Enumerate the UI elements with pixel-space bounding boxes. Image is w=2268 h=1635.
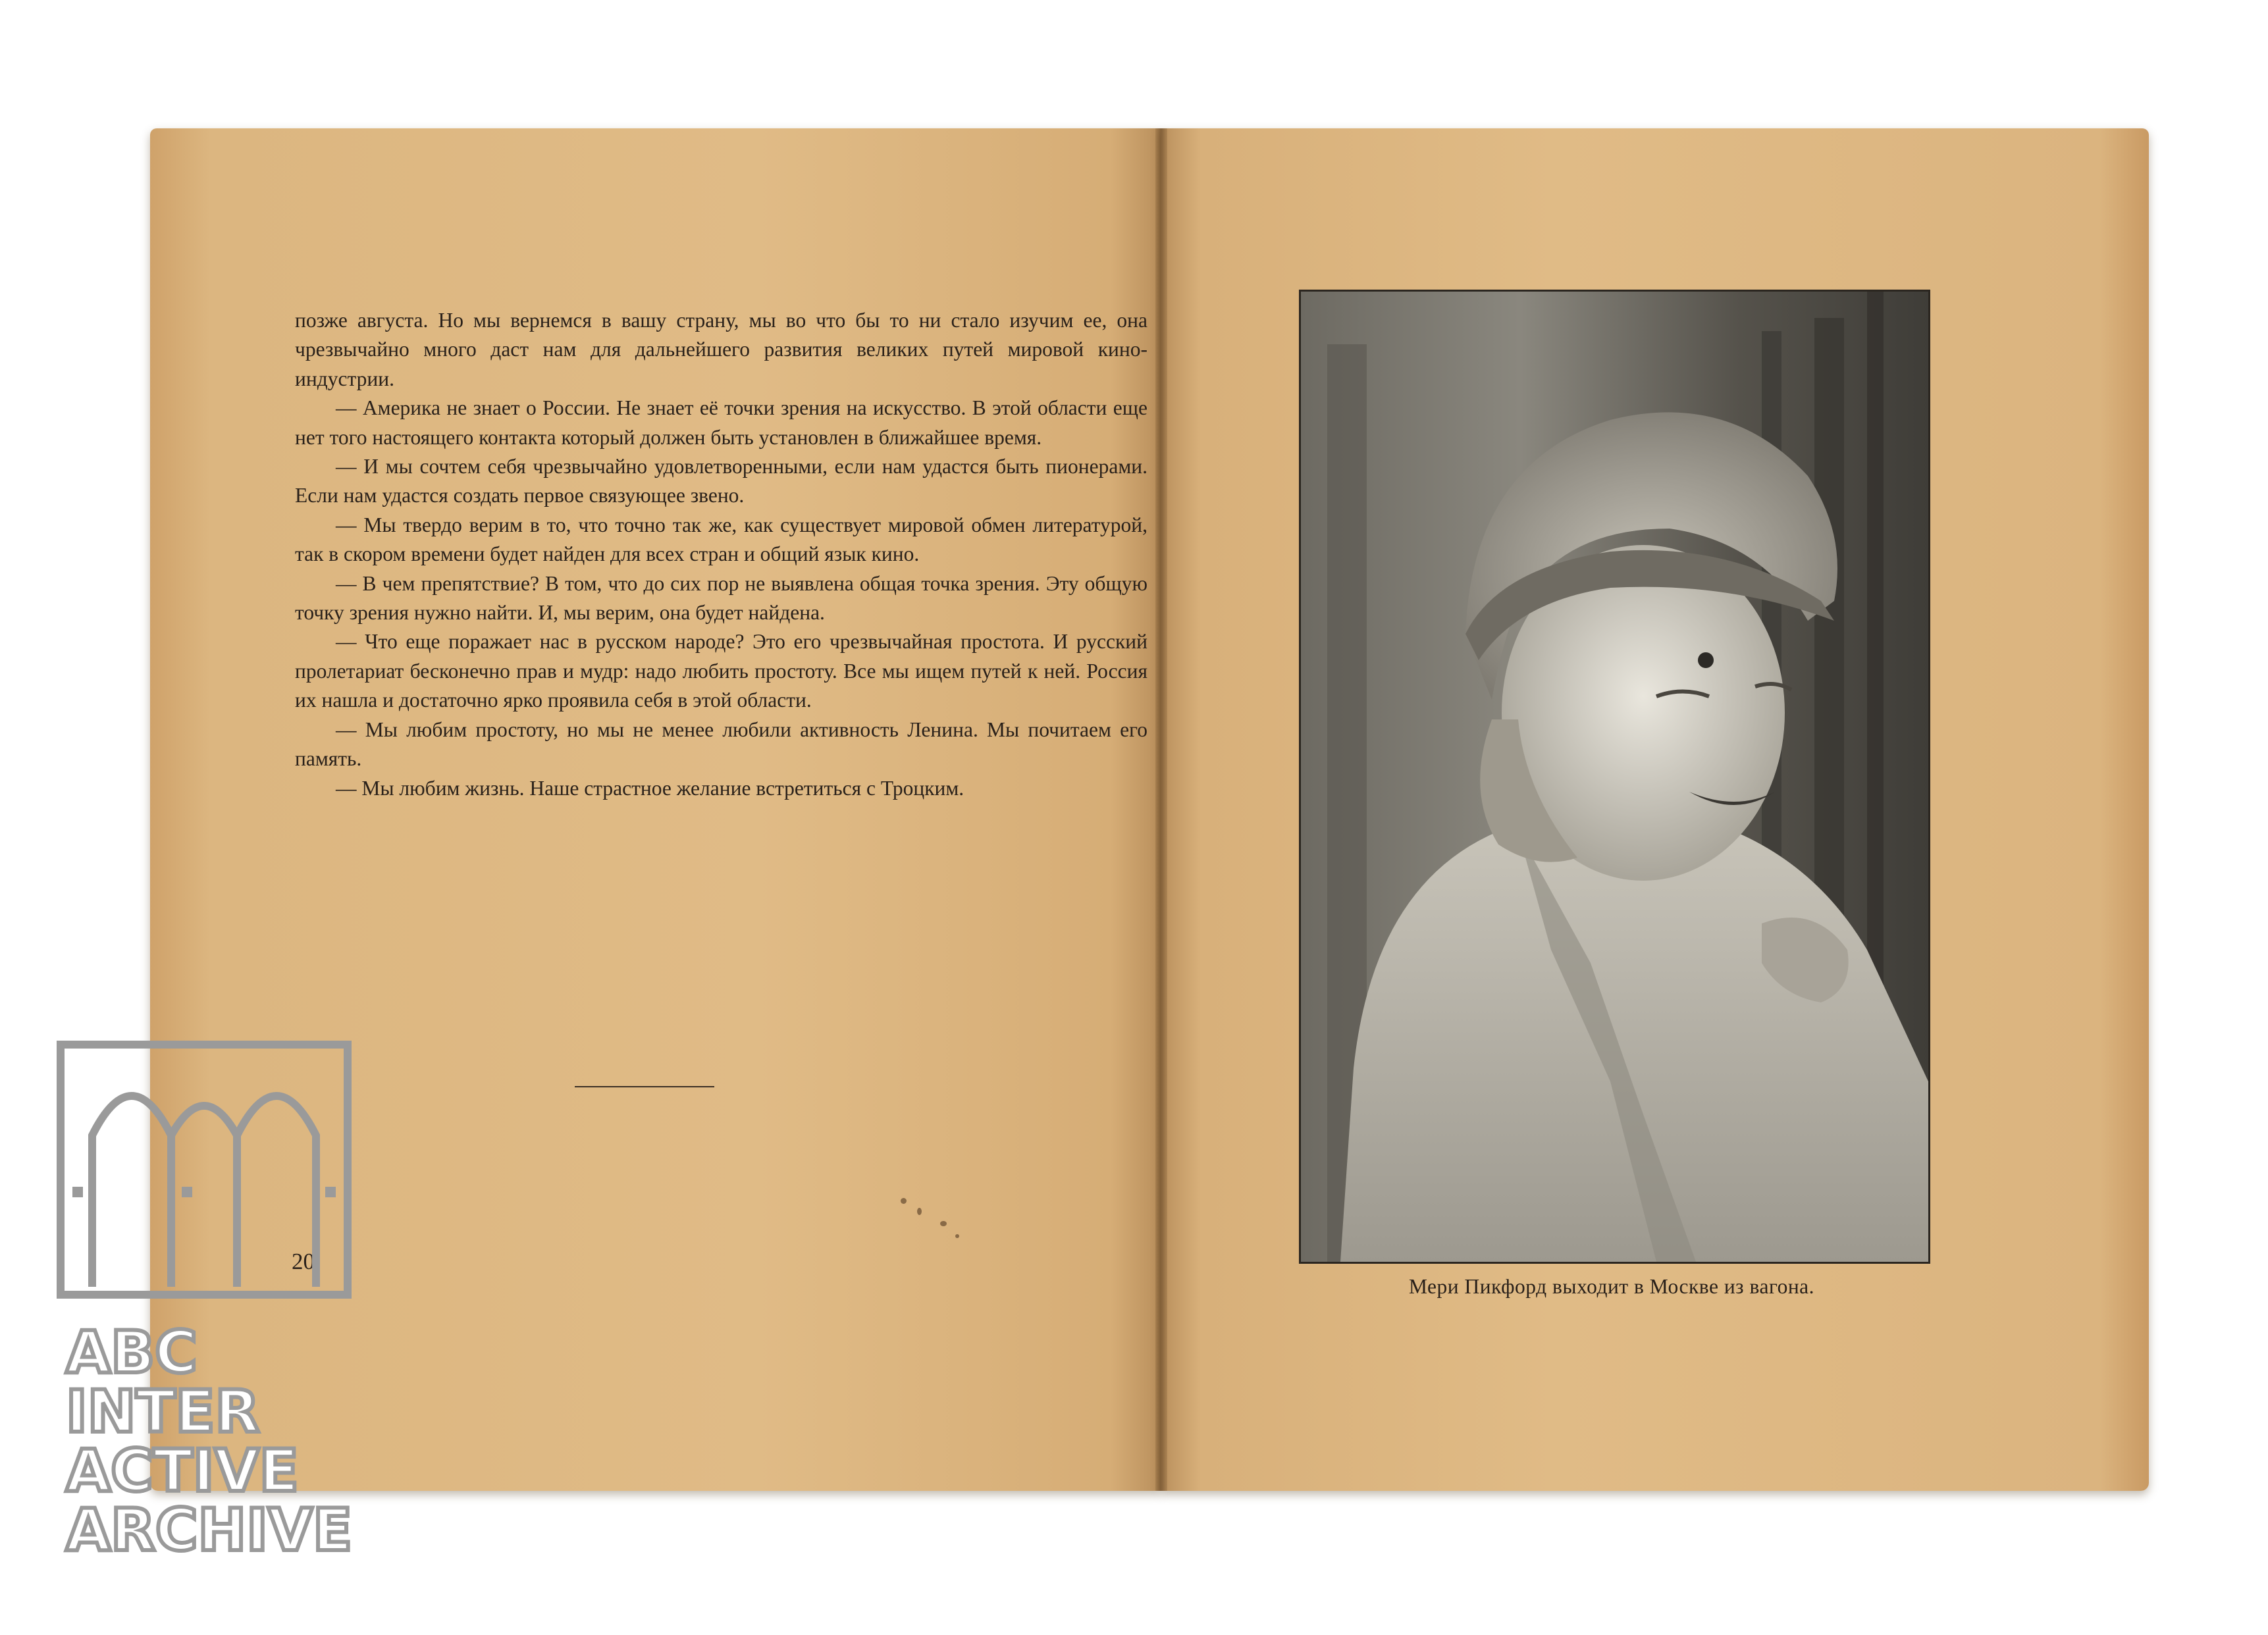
- watermark-line: ABC: [66, 1318, 198, 1386]
- page-number: 20: [292, 1249, 315, 1274]
- paragraph: позже августа. Но мы вернемся в вашу страну, мы во что бы то ни стало изучим ее, она чрезвычайно много даст нам для дальнейшего развития великих путей мировой кино-индустрии.: [295, 309, 1147, 390]
- archive-watermark-logo: [53, 1037, 356, 1583]
- open-booklet: [150, 128, 2149, 1491]
- spine-gutter: [1155, 128, 1167, 1491]
- photo-caption: Мери Пикфорд выходит в Москве из вагона.: [1408, 1275, 1815, 1298]
- paragraph: — Америка не знает о России. Не знает её точки зрения на искусство. В этой области еще нет того настоящего контакта который должен быть установлен в ближайшее время.: [295, 396, 1147, 449]
- paragraph: — Что еще поражает нас в русском народе? Это его чрезвычайная простота. И русский пролетариат бесконечно прав и мудр: надо любить простоту. Все мы ищем путей к ней. Россия их нашла и достаточно ярко проявила себя в этой области.: [295, 630, 1147, 712]
- monogram-icon: [61, 1045, 348, 1295]
- ink-spot: [917, 1208, 922, 1215]
- paragraph: — Мы любим жизнь. Наше страстное желание встретиться с Троцким.: [336, 776, 964, 800]
- halftone-portrait: [1301, 292, 1928, 1262]
- watermark-line: ACTIVE: [66, 1437, 299, 1505]
- paragraph: — Мы твердо верим в то, что точно так же, как существует мировой обмен литературой, так в скором времени будет найден для всех стран и общий язык кино.: [295, 513, 1147, 566]
- watermark-line: ARCHIVE: [66, 1496, 353, 1564]
- paragraph: — В чем препятствие? В том, что до сих пор не выявлена общая точка зрения. Эту общую точку зрения нужно найти. И, мы верим, она будет найдена.: [295, 571, 1147, 625]
- paragraph: — Мы любим простоту, но мы не менее любили активность Ленина. Мы почитаем его память.: [295, 717, 1147, 771]
- right-page: [1161, 128, 2149, 1491]
- ink-spot: [955, 1234, 959, 1238]
- article-text: [295, 306, 1147, 803]
- watermark-line: INTER: [66, 1378, 260, 1445]
- portrait-photo: [1299, 290, 1930, 1264]
- ink-spot: [901, 1198, 907, 1204]
- paragraph: — И мы сочтем себя чрезвычайно удовлетворенными, если нам удастся быть пионерами. Если нам удастся создать первое связующее звено.: [295, 455, 1147, 507]
- ink-spot: [940, 1221, 947, 1226]
- watermark-text: [66, 1318, 352, 1564]
- end-rule: [575, 1086, 714, 1087]
